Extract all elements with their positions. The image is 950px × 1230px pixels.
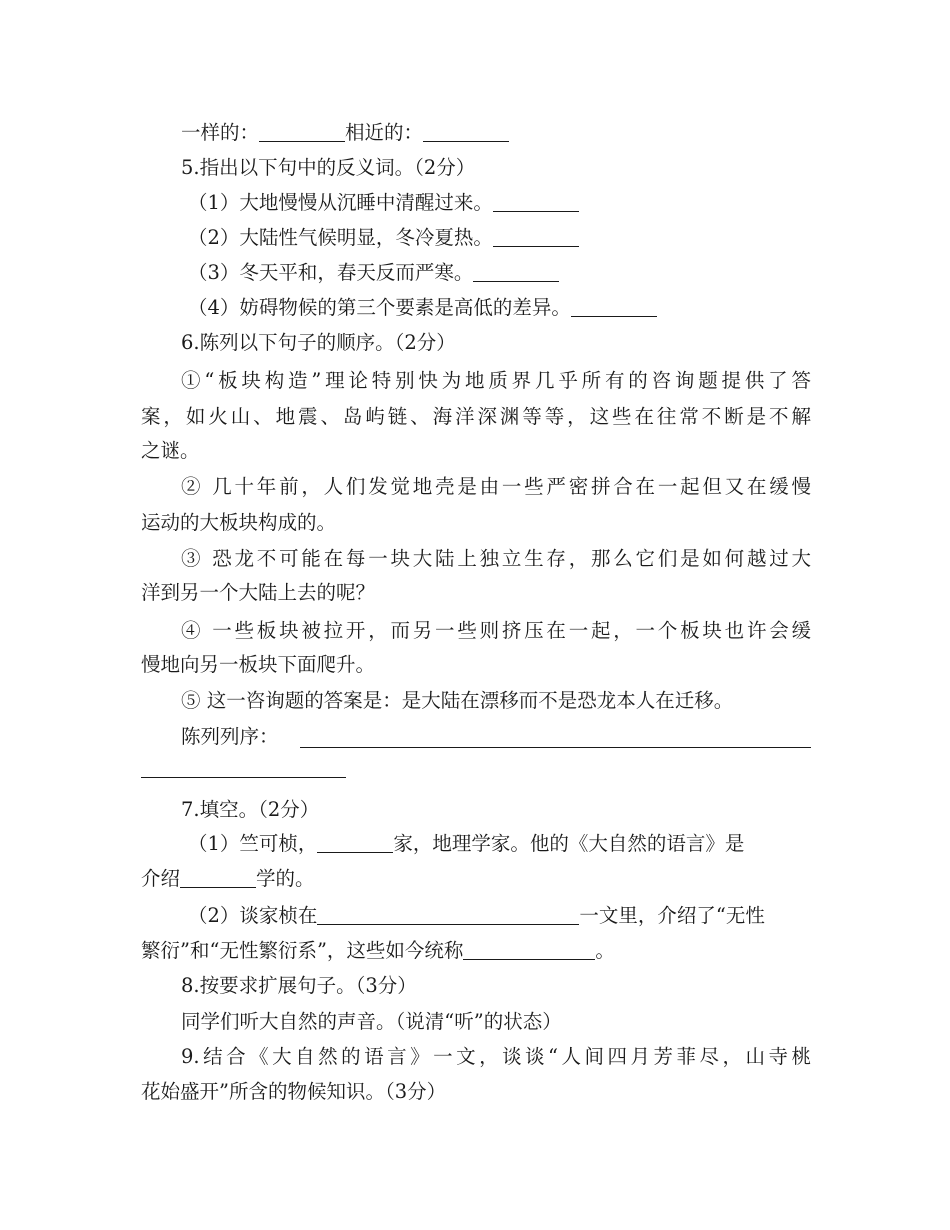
sentence-4-line-1: ④ 一些板块被拉开，而另一些则挤压在一起，一个板块也许会缓 <box>181 619 811 642</box>
item-text: （2）谈家桢在 <box>188 904 318 927</box>
answer-blank[interactable] <box>493 226 579 247</box>
item-text: 一文里，介绍了“无性 <box>579 904 765 927</box>
question-5-item-4 <box>188 295 657 321</box>
item-text: 。 <box>595 939 615 962</box>
question-5-item-3 <box>188 260 559 286</box>
sentence-2-line-2: 运动的大板块构成的。 <box>141 511 337 534</box>
sentence-3-line-2: 洋到另一个大陆上去的呢？ <box>141 581 376 604</box>
answer-blank[interactable] <box>463 939 595 960</box>
item-text: 繁衍”和“无性繁衍系”，这些如今统称 <box>141 939 464 962</box>
sentence-2-line-1: ② 几十年前，人们发觉地壳是由一些严密拼合在一起但又在缓慢 <box>181 475 811 498</box>
order-answer-line-2[interactable] <box>141 777 346 778</box>
sentence-1-line-1: ①“板块构造”理论特别快为地质界几乎所有的咨询题提供了答 <box>181 369 811 392</box>
similar-words-line <box>181 120 509 146</box>
question-8-prompt: 同学们听大自然的声音。（说清“听”的状态） <box>181 1010 562 1033</box>
question-5-item-2 <box>188 225 579 251</box>
answer-blank[interactable] <box>180 867 256 888</box>
item-text: 介绍 <box>141 867 181 890</box>
answer-blank[interactable] <box>473 261 559 282</box>
item-text: （1）竺可桢， <box>188 832 318 855</box>
near-blank[interactable] <box>423 121 509 142</box>
question-9-line-1: 9.结合《大自然的语言》一文，谈谈“人间四月芳菲尽，山寺桃 <box>181 1045 811 1068</box>
same-blank[interactable] <box>259 121 345 142</box>
answer-blank[interactable] <box>571 296 657 317</box>
sentence-4-line-2: 慢地向另一板块下面爬升。 <box>141 653 376 676</box>
item-text: （2）大陆性气候明显，冬冷夏热。 <box>188 226 493 249</box>
item-text: （4）妨碍物候的第三个要素是高低的差异。 <box>188 296 571 319</box>
sentence-1-line-3: 之谜。 <box>141 439 200 462</box>
item-text: （3）冬天平和，春天反而严寒。 <box>188 261 474 284</box>
question-7: 7.填空。（2分） <box>181 798 320 821</box>
question-7-item-1-line-2 <box>141 866 315 892</box>
item-text: 学的。 <box>256 867 315 890</box>
order-answer-line-1[interactable] <box>300 747 811 748</box>
question-6: 6.陈列以下句子的顺序。（2分） <box>181 331 456 354</box>
sentence-5: ⑤ 这一咨询题的答案是：是大陆在漂移而不是恐龙本人在迁移。 <box>181 689 734 712</box>
near-label: 相近的： <box>345 121 424 144</box>
answer-blank[interactable] <box>493 191 579 212</box>
item-text: （1）大地慢慢从沉睡中清醒过来。 <box>188 191 493 214</box>
sentence-3-line-1: ③ 恐龙不可能在每一块大陆上独立生存，那么它们是如何越过大 <box>181 547 811 570</box>
question-9-line-2: 花始盛开”所含的物候知识。（3分） <box>141 1080 447 1103</box>
question-5-item-1 <box>188 190 579 216</box>
item-text: 家，地理学家。他的《大自然的语言》是 <box>393 832 745 855</box>
answer-blank[interactable] <box>317 904 579 925</box>
sentence-1-line-2: 案，如火山、地震、岛屿链、海洋深渊等等，这些在往常不断是不解 <box>141 405 811 428</box>
same-label: 一样的： <box>181 121 260 144</box>
question-5: 5.指出以下句中的反义词。（2分） <box>181 156 476 179</box>
answer-blank[interactable] <box>317 832 393 853</box>
question-7-item-2-line-2 <box>141 938 615 964</box>
question-8: 8.按要求扩展句子。（3分） <box>181 974 417 997</box>
question-7-item-2-line-1 <box>188 903 765 929</box>
order-label: 陈列列序： <box>181 725 279 748</box>
question-7-item-1-line-1 <box>188 831 811 857</box>
